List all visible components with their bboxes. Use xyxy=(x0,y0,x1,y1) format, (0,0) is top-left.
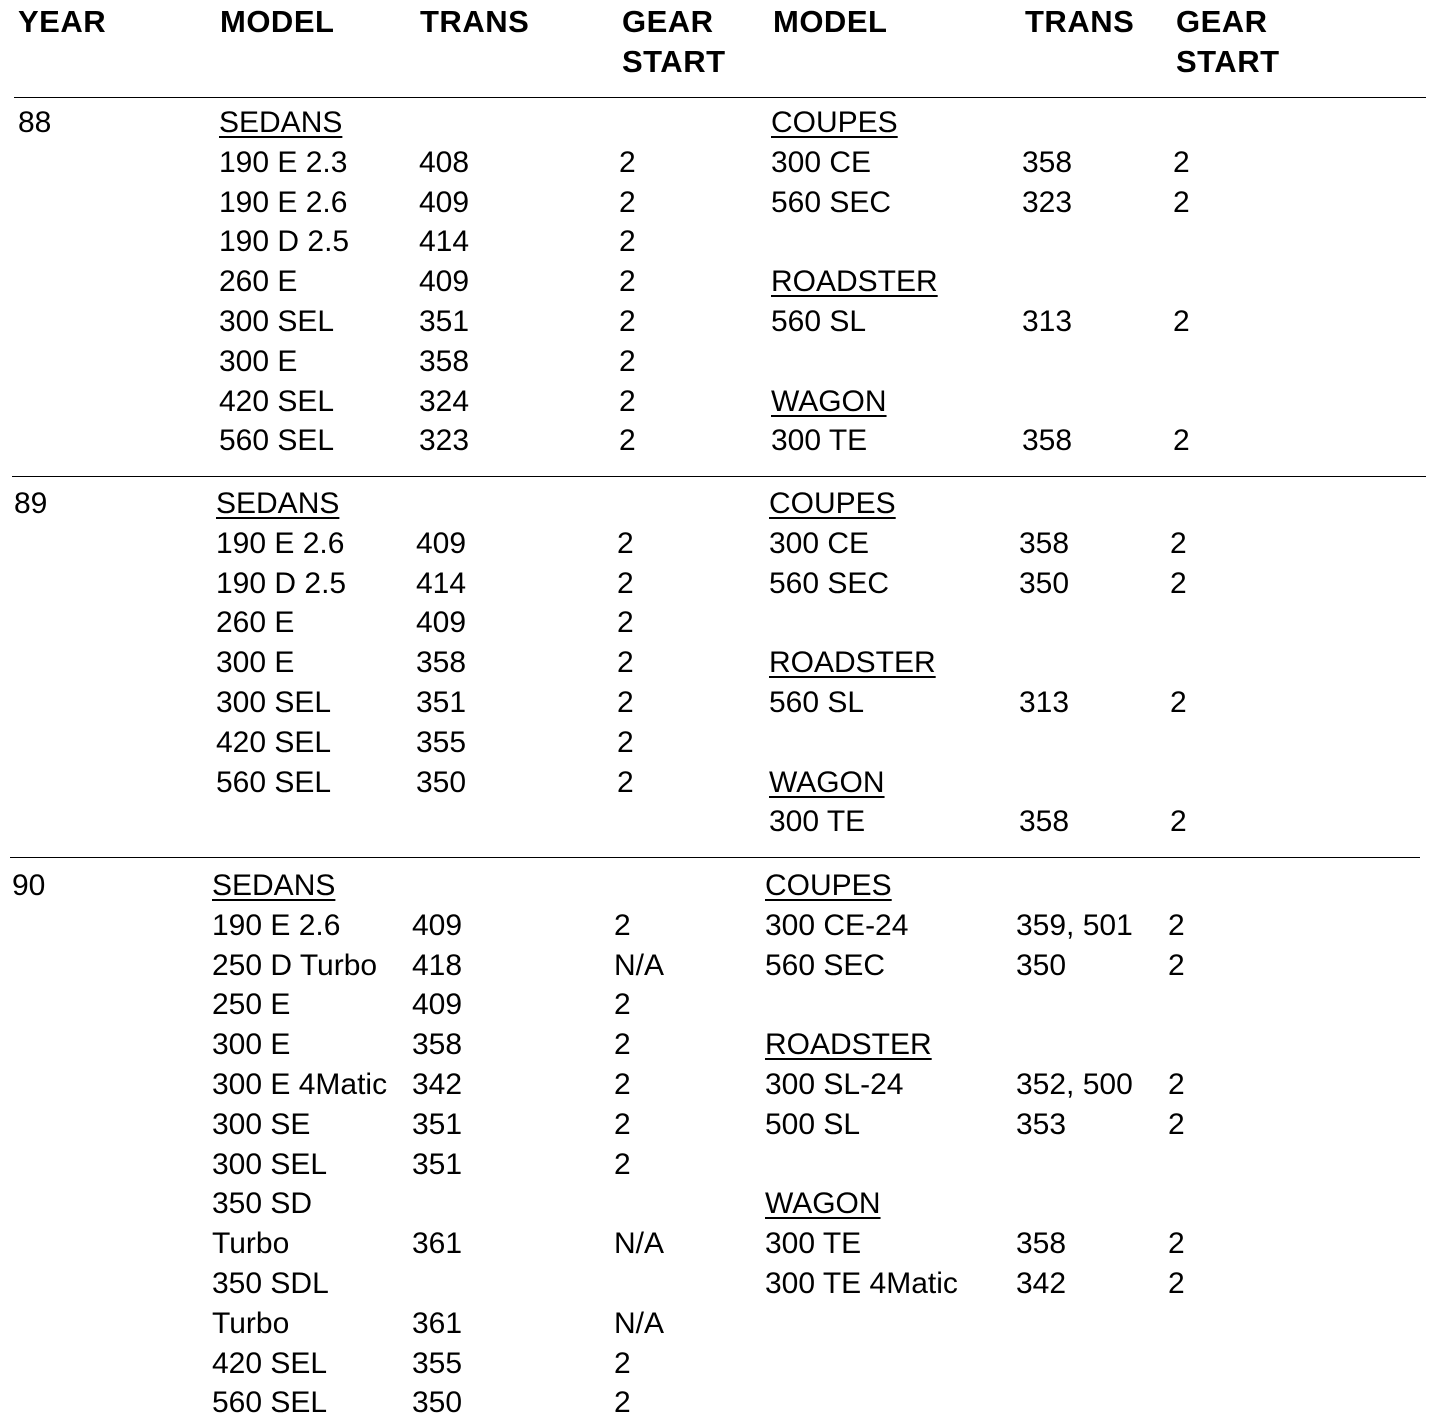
header-gear-right-line2: START xyxy=(1176,44,1280,79)
model-cell: 420 SEL xyxy=(219,384,335,418)
trans-cell: 350 xyxy=(412,1386,463,1420)
trans-cell: 324 xyxy=(419,384,470,418)
trans-cell: 358 xyxy=(1019,805,1070,839)
header-gear-right-line1: GEAR xyxy=(1176,4,1268,39)
model-cell: 260 E xyxy=(216,606,295,640)
trans-cell: 358 xyxy=(416,646,467,680)
trans-cell: 361 xyxy=(412,1306,463,1340)
trans-cell: 313 xyxy=(1019,686,1070,719)
model-cell: Turbo xyxy=(212,1227,290,1261)
gear-start-cell: 2 xyxy=(1168,908,1185,942)
category-heading: WAGON xyxy=(771,384,887,418)
model-cell: 560 SEL xyxy=(212,1386,328,1420)
gear-start-cell: 2 xyxy=(1173,145,1190,179)
gear-start-cell: 2 xyxy=(1168,1267,1185,1300)
gear-start-cell: 2 xyxy=(617,606,634,640)
model-cell: 260 E xyxy=(219,265,298,299)
gear-start-cell: N/A xyxy=(614,1227,665,1261)
model-cell: 190 D 2.5 xyxy=(219,225,350,259)
header-gear-start-right xyxy=(1176,2,1280,82)
model-cell: 190 E 2.6 xyxy=(216,526,345,560)
model-cell: 300 CE-24 xyxy=(765,908,909,942)
category-heading: WAGON xyxy=(769,765,885,799)
gear-start-cell: 2 xyxy=(614,1147,631,1181)
gear-start-cell: N/A xyxy=(614,1306,665,1340)
trans-cell: 352, 500 xyxy=(1016,1068,1133,1101)
model-cell: 560 SL xyxy=(771,305,867,338)
model-cell: Turbo xyxy=(212,1306,290,1340)
model-cell: 190 E 2.6 xyxy=(219,185,348,219)
trans-cell: 359, 501 xyxy=(1016,908,1133,942)
gear-start-cell: 2 xyxy=(619,145,636,179)
model-cell: 420 SEL xyxy=(216,725,332,759)
model-cell: 560 SEL xyxy=(219,424,335,458)
header-model-left: MODEL xyxy=(220,4,335,39)
category-heading: SEDANS xyxy=(216,487,340,520)
gear-start-cell: 2 xyxy=(614,1346,631,1380)
gear-start-cell: 2 xyxy=(1168,1107,1185,1141)
gear-start-cell: 2 xyxy=(1170,805,1187,839)
gear-start-cell: 2 xyxy=(617,566,634,600)
model-cell: 190 D 2.5 xyxy=(216,566,347,600)
trans-cell: 418 xyxy=(412,948,463,982)
gear-start-cell: 2 xyxy=(1170,526,1187,560)
header-year: YEAR xyxy=(18,4,107,39)
year-label: 88 xyxy=(18,106,52,139)
category-heading: ROADSTER xyxy=(769,646,936,680)
model-cell: 250 E xyxy=(212,988,291,1022)
model-cell: 300 TE 4Matic xyxy=(765,1267,958,1300)
trans-cell: 409 xyxy=(419,265,470,299)
gear-start-cell: 2 xyxy=(614,1107,631,1141)
gear-start-cell: N/A xyxy=(614,948,665,982)
gear-start-cell: 2 xyxy=(614,908,631,942)
model-cell: 300 CE xyxy=(771,145,872,179)
trans-cell: 361 xyxy=(412,1227,463,1261)
trans-cell: 358 xyxy=(1022,424,1073,458)
trans-cell: 342 xyxy=(1016,1267,1067,1300)
category-heading: ROADSTER xyxy=(765,1028,932,1062)
gear-start-cell: 2 xyxy=(617,686,634,719)
gear-start-cell: 2 xyxy=(614,1068,631,1101)
trans-cell: 350 xyxy=(416,765,467,799)
gear-start-cell: 2 xyxy=(619,384,636,418)
trans-cell: 353 xyxy=(1016,1107,1067,1141)
trans-cell: 323 xyxy=(419,424,470,458)
model-cell: 350 SD xyxy=(212,1187,313,1221)
header-model-right: MODEL xyxy=(773,4,888,39)
gear-start-cell: 2 xyxy=(617,526,634,560)
trans-cell: 313 xyxy=(1022,305,1073,338)
model-cell: 560 SEC xyxy=(769,566,890,600)
trans-cell: 414 xyxy=(416,566,467,600)
gear-start-cell: 2 xyxy=(619,265,636,299)
model-cell: 300 SEL xyxy=(212,1147,328,1181)
header-trans-right: TRANS xyxy=(1025,4,1135,39)
model-cell: 560 SL xyxy=(769,686,865,719)
gear-start-cell: 2 xyxy=(619,225,636,259)
trans-cell: 409 xyxy=(412,988,463,1022)
header-gear-start-left xyxy=(622,2,726,82)
model-cell: 190 E 2.6 xyxy=(212,908,341,942)
gear-start-cell: 2 xyxy=(619,424,636,458)
category-heading: SEDANS xyxy=(212,869,336,902)
model-cell: 250 D Turbo xyxy=(212,948,378,982)
gear-start-cell: 2 xyxy=(617,725,634,759)
trans-cell: 414 xyxy=(419,225,470,259)
model-cell: 300 SL-24 xyxy=(765,1068,904,1101)
gear-start-cell: 2 xyxy=(1168,1068,1185,1101)
category-heading: SEDANS xyxy=(219,106,343,139)
gear-start-cell: 2 xyxy=(1173,305,1190,338)
model-cell: 300 E xyxy=(216,646,295,680)
gear-start-cell: 2 xyxy=(617,646,634,680)
model-cell: 560 SEL xyxy=(216,765,332,799)
model-cell: 560 SEC xyxy=(771,185,892,219)
trans-cell: 409 xyxy=(416,526,467,560)
model-cell: 300 E xyxy=(212,1028,291,1062)
trans-cell: 323 xyxy=(1022,185,1073,219)
model-cell: 190 E 2.3 xyxy=(219,145,348,179)
trans-cell: 358 xyxy=(412,1028,463,1062)
header-gear-left-line2: START xyxy=(622,44,726,79)
gear-start-cell: 2 xyxy=(614,1386,631,1420)
category-heading: COUPES xyxy=(765,869,892,902)
gear-start-cell: 2 xyxy=(619,344,636,378)
model-cell: 300 CE xyxy=(769,526,870,560)
trans-cell: 409 xyxy=(412,908,463,942)
trans-cell: 409 xyxy=(416,606,467,640)
category-heading: WAGON xyxy=(765,1187,881,1221)
trans-cell: 408 xyxy=(419,145,470,179)
category-heading: COUPES xyxy=(769,487,896,520)
gear-start-cell: 2 xyxy=(614,1028,631,1062)
gear-start-cell: 2 xyxy=(1170,686,1187,719)
gear-start-cell: 2 xyxy=(1168,1227,1185,1261)
gear-start-cell: 2 xyxy=(614,988,631,1022)
model-cell: 350 SDL xyxy=(212,1267,329,1300)
header-trans-left: TRANS xyxy=(420,4,530,39)
model-cell: 300 E xyxy=(219,344,298,378)
trans-cell: 358 xyxy=(1019,526,1070,560)
model-cell: 300 TE xyxy=(765,1227,862,1261)
trans-cell: 358 xyxy=(419,344,470,378)
gear-start-cell: 2 xyxy=(617,765,634,799)
divider-year-88 xyxy=(12,476,1426,477)
trans-cell: 355 xyxy=(416,725,467,759)
model-cell: 300 SE xyxy=(212,1107,311,1141)
model-cell: 560 SEC xyxy=(765,948,886,982)
trans-cell: 358 xyxy=(1022,145,1073,179)
trans-cell: 351 xyxy=(412,1147,463,1181)
gear-start-cell: 2 xyxy=(1170,566,1187,600)
trans-cell: 351 xyxy=(412,1107,463,1141)
trans-cell: 350 xyxy=(1016,948,1067,982)
model-cell: 300 TE xyxy=(769,805,866,839)
trans-cell: 358 xyxy=(1016,1227,1067,1261)
category-heading: COUPES xyxy=(771,106,898,139)
divider-header xyxy=(14,97,1426,98)
model-cell: 300 E 4Matic xyxy=(212,1068,388,1101)
gear-start-cell: 2 xyxy=(1173,424,1190,458)
gear-start-cell: 2 xyxy=(619,305,636,338)
divider-year-89 xyxy=(10,857,1420,858)
gear-start-cell: 2 xyxy=(1168,948,1185,982)
category-heading: ROADSTER xyxy=(771,265,938,299)
model-cell: 500 SL xyxy=(765,1107,861,1141)
model-cell: 300 SEL xyxy=(219,305,335,338)
gear-start-cell: 2 xyxy=(619,185,636,219)
trans-cell: 351 xyxy=(419,305,470,338)
trans-cell: 409 xyxy=(419,185,470,219)
trans-cell: 355 xyxy=(412,1346,463,1380)
trans-cell: 351 xyxy=(416,686,467,719)
year-label: 89 xyxy=(14,487,48,520)
model-cell: 300 SEL xyxy=(216,686,332,719)
trans-cell: 350 xyxy=(1019,566,1070,600)
gear-start-cell: 2 xyxy=(1173,185,1190,219)
model-cell: 300 TE xyxy=(771,424,868,458)
model-cell: 420 SEL xyxy=(212,1346,328,1380)
trans-cell: 342 xyxy=(412,1068,463,1101)
year-label: 90 xyxy=(12,869,46,902)
header-gear-left-line1: GEAR xyxy=(622,4,714,39)
